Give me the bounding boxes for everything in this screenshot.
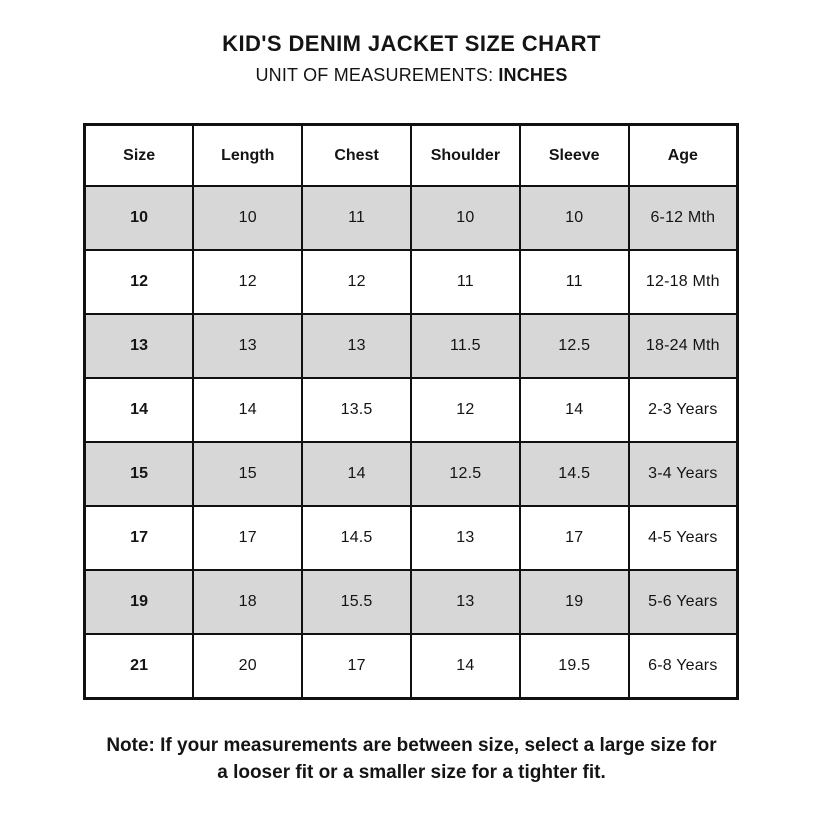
sleeve-cell: 19.5 [520, 634, 629, 699]
size-cell: 15 [85, 442, 194, 506]
age-cell: 2-3 Years [629, 378, 738, 442]
size-table-body [85, 186, 738, 699]
length-cell: 10 [193, 186, 302, 250]
size-cell: 10 [85, 186, 194, 250]
size-cell: 19 [85, 570, 194, 634]
sleeve-cell: 14.5 [520, 442, 629, 506]
sleeve-cell: 17 [520, 506, 629, 570]
age-cell: 12-18 Mth [629, 250, 738, 314]
chest-cell: 13.5 [302, 378, 411, 442]
age-cell: 6-8 Years [629, 634, 738, 699]
shoulder-cell: 11.5 [411, 314, 520, 378]
size-cell: 21 [85, 634, 194, 699]
shoulder-cell: 11 [411, 250, 520, 314]
chest-cell: 14 [302, 442, 411, 506]
page-title: KID'S DENIM JACKET SIZE CHART [222, 31, 601, 56]
age-cell: 5-6 Years [629, 570, 738, 634]
size-cell: 12 [85, 250, 194, 314]
column-header-age: Age [629, 125, 738, 187]
sleeve-cell: 14 [520, 378, 629, 442]
footer-note [0, 732, 823, 786]
length-cell: 18 [193, 570, 302, 634]
length-cell: 17 [193, 506, 302, 570]
sleeve-cell: 11 [520, 250, 629, 314]
chest-cell: 12 [302, 250, 411, 314]
shoulder-cell: 14 [411, 634, 520, 699]
table-row [85, 570, 738, 634]
age-cell: 4-5 Years [629, 506, 738, 570]
subtitle-label: UNIT OF MEASUREMENTS: [255, 65, 494, 85]
length-cell: 15 [193, 442, 302, 506]
column-header-size: Size [85, 125, 194, 187]
footer-note-text: Note: If your measurements are between size, select a large size for a looser fit or a smaller size for a tighter fit. [106, 735, 717, 783]
length-cell: 13 [193, 314, 302, 378]
table-row [85, 378, 738, 442]
sleeve-cell: 19 [520, 570, 629, 634]
table-row [85, 442, 738, 506]
shoulder-cell: 13 [411, 506, 520, 570]
column-header-chest: Chest [302, 125, 411, 187]
chest-cell: 13 [302, 314, 411, 378]
page-subtitle [0, 65, 823, 86]
chest-cell: 11 [302, 186, 411, 250]
header-row [85, 125, 738, 187]
subtitle-unit-value: INCHES [498, 65, 568, 85]
size-cell: 17 [85, 506, 194, 570]
chest-cell: 17 [302, 634, 411, 699]
column-header-sleeve: Sleeve [520, 125, 629, 187]
shoulder-cell: 12 [411, 378, 520, 442]
age-cell: 18-24 Mth [629, 314, 738, 378]
age-cell: 3-4 Years [629, 442, 738, 506]
sleeve-cell: 10 [520, 186, 629, 250]
shoulder-cell: 13 [411, 570, 520, 634]
age-cell: 6-12 Mth [629, 186, 738, 250]
column-header-shoulder: Shoulder [411, 125, 520, 187]
chest-cell: 14.5 [302, 506, 411, 570]
length-cell: 20 [193, 634, 302, 699]
table-row [85, 186, 738, 250]
chest-cell: 15.5 [302, 570, 411, 634]
size-chart-table [83, 123, 739, 700]
table-row [85, 314, 738, 378]
shoulder-cell: 12.5 [411, 442, 520, 506]
table-row [85, 634, 738, 699]
length-cell: 14 [193, 378, 302, 442]
table-row [85, 250, 738, 314]
size-cell: 13 [85, 314, 194, 378]
column-header-length: Length [193, 125, 302, 187]
size-table-header [85, 125, 738, 187]
length-cell: 12 [193, 250, 302, 314]
table-row [85, 506, 738, 570]
shoulder-cell: 10 [411, 186, 520, 250]
sleeve-cell: 12.5 [520, 314, 629, 378]
size-cell: 14 [85, 378, 194, 442]
